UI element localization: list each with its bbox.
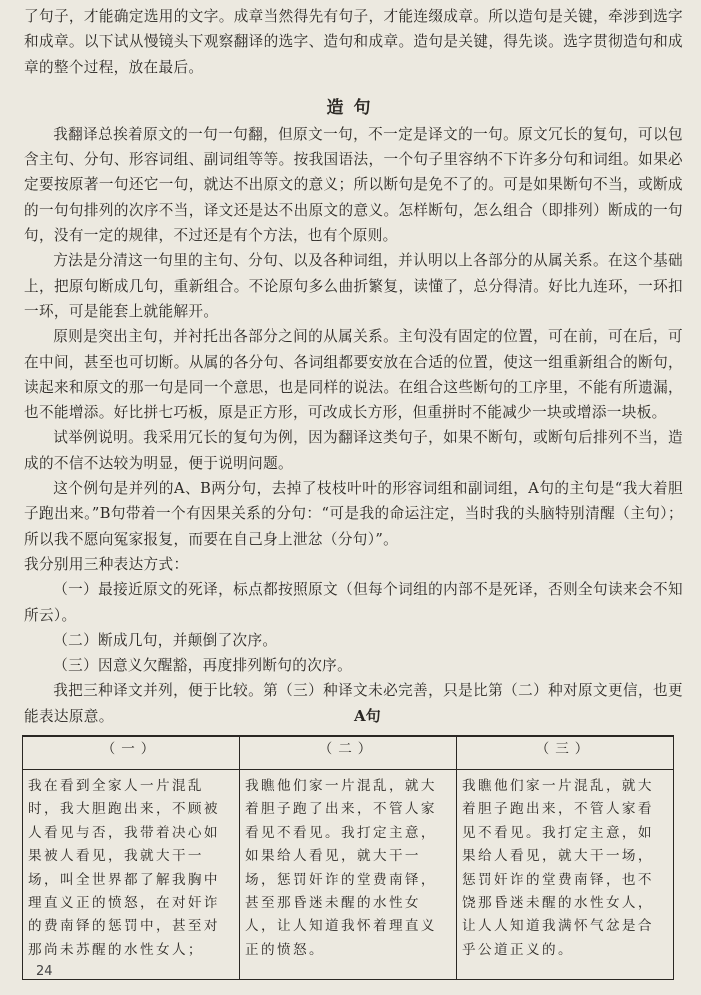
table-title: A句: [354, 707, 381, 726]
table-header-1: （一）: [23, 736, 240, 770]
method-2: （二）断成几句，并颠倒了次序。: [53, 631, 278, 649]
table-cell-2: 我瞧他们家一片混乱，就大着胆子跑了出来，不管人家看见不看见。我打定主意，如果给人看见，就大干一场，惩罚奸诈的堂费南铎，甚至那昏迷未醒的水性女人，让人知道我怀着理直义正的愤怒。: [240, 770, 457, 980]
paragraph-1: 我翻译总挨着原文的一句一句翻，但原文一句，不一定是译文的一句。原文冗长的复句，可以包含主句、分句、形容词组、副词组等等。按我国语法，一个句子里容纳不下许多分句和词组。如果必定要按原著一句还它一句，就达不出原文的意义；所以断句是免不了的。可是如果断句不当，或断成的一句句排列的次序不当，译文还是达不出原文的意义。怎样断句，怎么组合（即排列）断成的一句句，没有一定的规律，不过还是有个方法，也有个原则。: [24, 125, 683, 245]
table-header-row: [23, 736, 674, 770]
table-cell-1: 我在看到全家人一片混乱时，我大胆跑出来，不顾被人看见与否，我带着决心如果被人看见，我就大干一场，叫全世界都了解我胸中理直义正的愤怒，在对奸诈的费南铎的惩罚中，甚至对那尚未苏醒的水性女人；: [23, 770, 240, 980]
comparison-paragraph: 我把三种译文并列，便于比较。第（三）种译文未必完善，只是比第（二）种对原文更信，也更能表达原意。: [24, 682, 683, 725]
paragraph-2: 方法是分清这一句里的主句、分句、以及各种词组，并认明以上各部分的从属关系。在这个基础上，把原句断成几句，重新组合。不论原句多么曲折繁复，读懂了，总分得清。好比九连环，一环扣一环，可是能套上就能解开。: [24, 252, 683, 320]
paragraph-4: 试举例说明。我采用冗长的复句为例，因为翻译这类句子，如果不断句，或断句后排列不当，造成的不信不达较为明显，便于说明问题。: [24, 429, 683, 472]
section-title: 造句: [326, 97, 381, 118]
table-row: [23, 770, 674, 980]
translation-comparison-table: [22, 735, 674, 980]
table-cell-3: 我瞧他们家一片混乱，就大着胆子跑出来，不管人家看见不看见。我打定主意，如果给人看见，就大干一场，惩罚奸诈的堂费南铎，也不饶那昏迷未醒的水性女人，让人人知道我满怀气忿是合乎公道正义的。: [457, 770, 674, 980]
table-header-2: （二）: [240, 736, 457, 770]
method-1: （一）最接近原文的死译，标点都按照原文（但每个词组的内部不是死译，否则全句读来会不知所云）。: [24, 581, 683, 624]
method-3: （三）因意义欠醒豁，再度排列断句的次序。: [53, 657, 353, 675]
page-number: 24: [36, 964, 53, 979]
paragraph-5: 这个例句是并列的A、B两分句，去掉了枝枝叶叶的形容词组和副词组，A句的主句是“我大着胆子跑出来。”B句带着一个有因果关系的分句：“可是我的命运注定，当时我的头脑特别清醒（主句）；所以我不愿向冤家报复，而要在自己身上泄忿（分句）”。: [24, 480, 683, 548]
methods-intro: 我分别用三种表达方式：: [24, 555, 189, 573]
intro-paragraph: 了句子，才能确定选用的文字。成章当然得先有句子，才能连缀成章。所以造句是关键，牵涉到选字和成章。以下试从慢镜头下观察翻译的选字、造句和成章。造句是关键，得先谈。选字贯彻造句和成章的整个过程，放在最后。: [24, 8, 683, 76]
paragraph-3: 原则是突出主句，并衬托出各部分之间的从属关系。主句没有固定的位置，可在前，可在后，可在中间，甚至也可切断。从属的各分句、各词组都要安放在合适的位置，使这一组重新组合的断句，读起来和原文的那一句是同一个意思，也是同样的说法。在组合这些断句的工序里，不能有所遗漏，也不能增添。好比拼七巧板，原是正方形，可改成长方形，但重拼时不能减少一块或增添一块板。: [24, 328, 683, 422]
table-header-3: （三）: [457, 736, 674, 770]
